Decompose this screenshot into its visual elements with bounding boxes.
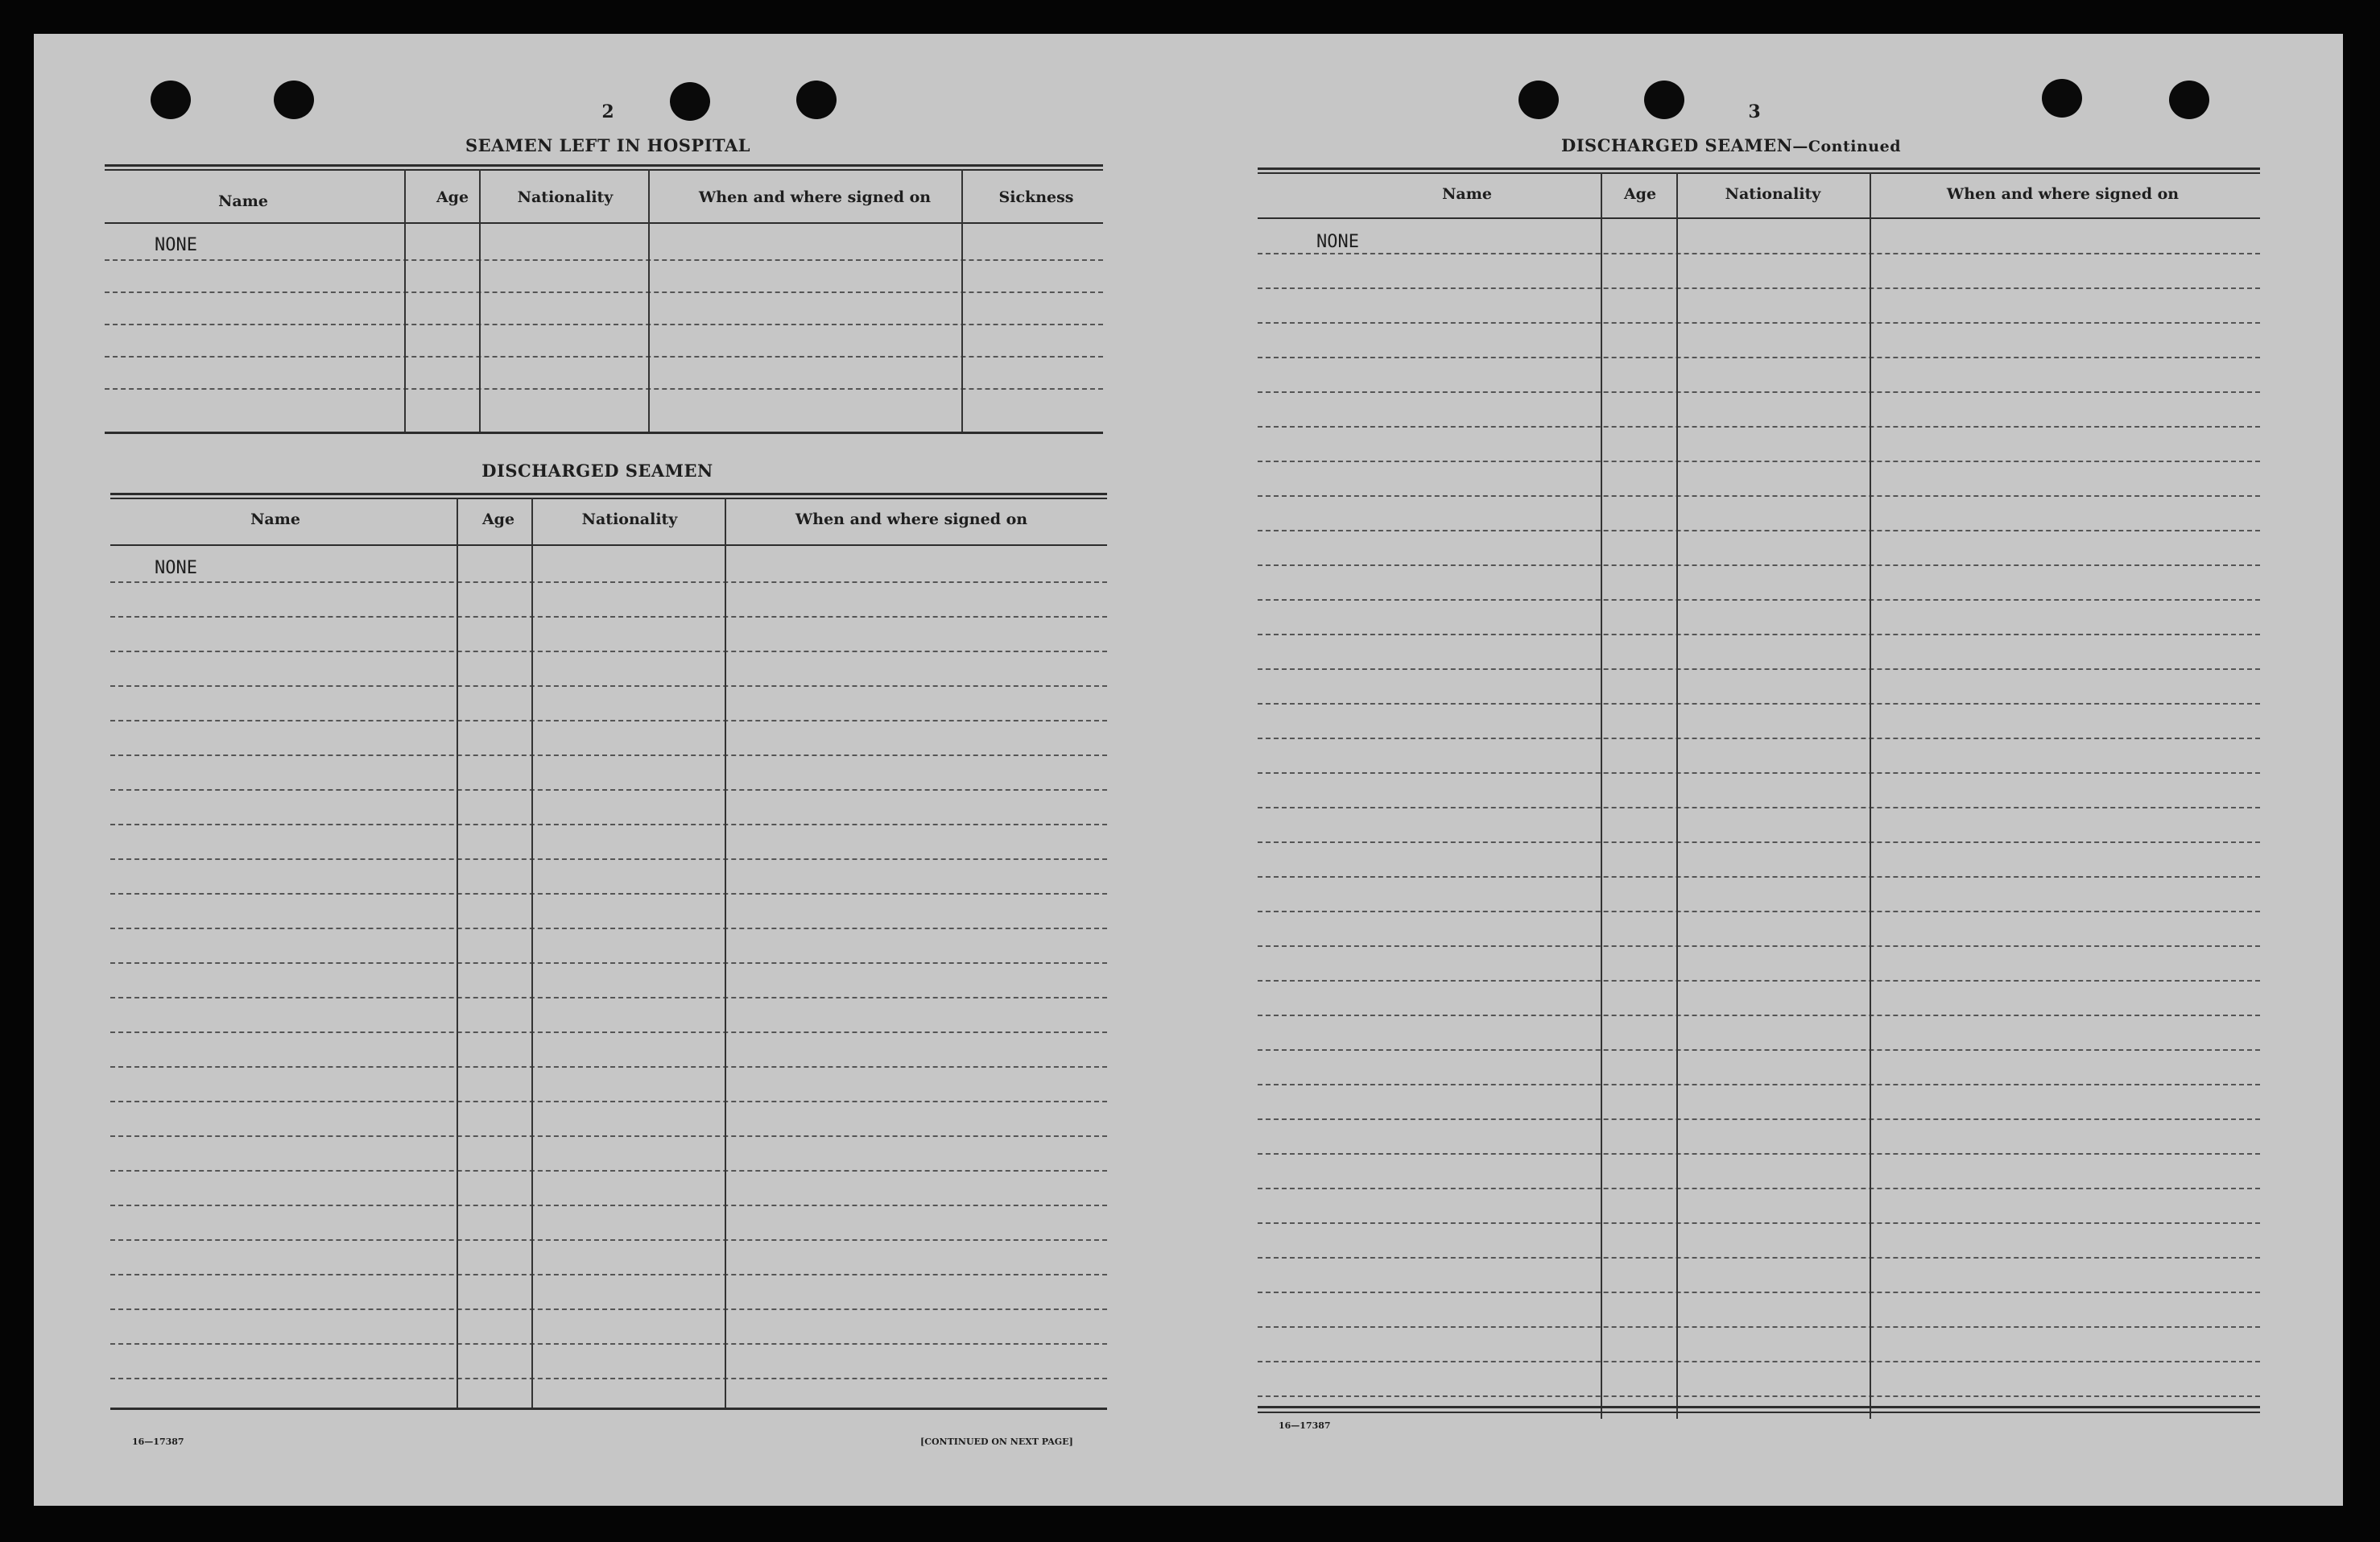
right-col-nationality: Nationality: [1725, 185, 1821, 203]
punch-hole: [274, 81, 314, 119]
ruled-row-line: [1258, 876, 2260, 878]
ruled-row-line: [110, 1239, 1107, 1241]
discharged-col-signed-on: When and where signed on: [795, 511, 1028, 528]
ruled-row-line: [1258, 1292, 2260, 1293]
discharged-section-title: DISCHARGED SEAMEN: [481, 461, 713, 481]
ruled-row-line: [1258, 772, 2260, 774]
hospital-section-title: SEAMEN LEFT IN HOSPITAL: [465, 135, 751, 155]
punch-hole: [670, 82, 710, 121]
hospital-entry-name: NONE: [155, 235, 197, 255]
discharged-col-age: Age: [481, 511, 515, 528]
left-form-number: 16—17387: [132, 1437, 184, 1447]
hospital-col-signed-on: When and where signed on: [698, 188, 932, 206]
ruled-row-line: [110, 1135, 1107, 1137]
hospital-col-age: Age: [436, 188, 469, 206]
ruled-row-line: [1258, 1118, 2260, 1120]
ruled-row-line: [110, 824, 1107, 825]
ruled-row-line: [1258, 945, 2260, 947]
ruled-row-line: [1258, 738, 2260, 739]
ruled-row-line: [110, 928, 1107, 929]
ruled-row-line: [110, 1170, 1107, 1172]
ruled-row-line: [110, 685, 1107, 687]
ruled-row-line: [1258, 911, 2260, 912]
left-page-number: 2: [601, 101, 614, 122]
ruled-row-line: [1258, 1015, 2260, 1016]
ruled-row-line: [110, 1066, 1107, 1068]
right-col-name: Name: [1442, 185, 1492, 203]
ruled-row-line: [110, 789, 1107, 791]
punch-hole: [796, 81, 837, 119]
ruled-row-line: [110, 581, 1107, 583]
ruled-row-line: [1258, 1395, 2260, 1397]
ruled-row-line: [110, 1343, 1107, 1345]
punch-hole: [2042, 79, 2082, 118]
ruled-row-line: [1258, 1361, 2260, 1362]
ruled-row-line: [1258, 599, 2260, 601]
ruled-row-line: [1258, 841, 2260, 843]
hospital-col-sickness: Sickness: [998, 188, 1074, 206]
ruled-row-line: [1258, 426, 2260, 428]
ruled-row-line: [110, 754, 1107, 756]
right-col-age: Age: [1623, 185, 1657, 203]
ruled-row-line: [1258, 322, 2260, 324]
ruled-row-line: [1258, 1153, 2260, 1155]
ruled-row-line: [1258, 461, 2260, 462]
document-sheet: [34, 34, 2343, 1506]
ruled-row-line: [110, 651, 1107, 652]
ruled-row-line: [1258, 980, 2260, 982]
continued-note: [CONTINUED ON NEXT PAGE]: [920, 1437, 1073, 1447]
ruled-row-line: [1258, 253, 2260, 254]
punch-hole: [1518, 81, 1559, 119]
right-entry-name: NONE: [1316, 232, 1359, 252]
ruled-row-line: [1258, 1049, 2260, 1051]
ruled-row-line: [1258, 703, 2260, 705]
hospital-col-nationality: Nationality: [517, 188, 614, 206]
punch-hole: [2169, 81, 2209, 119]
hospital-col-name: Name: [218, 192, 268, 210]
ruled-row-line: [1258, 668, 2260, 670]
ruled-row-line: [110, 1378, 1107, 1379]
right-section-title: DISCHARGED SEAMEN—Continued: [1561, 135, 1901, 155]
ruled-row-line: [110, 1205, 1107, 1206]
ruled-row-line: [1258, 1257, 2260, 1259]
ruled-row-line: [110, 1101, 1107, 1102]
discharged-col-nationality: Nationality: [581, 511, 678, 528]
ruled-row-line: [1258, 1326, 2260, 1328]
ruled-row-line: [110, 616, 1107, 618]
ruled-row-line: [110, 1274, 1107, 1275]
punch-hole: [1644, 81, 1684, 119]
ruled-row-line: [110, 997, 1107, 998]
ruled-row-line: [110, 1308, 1107, 1310]
ruled-row-line: [1258, 391, 2260, 393]
ruled-row-line: [1258, 1188, 2260, 1189]
ruled-row-line: [110, 720, 1107, 721]
ruled-row-line: [110, 858, 1107, 860]
right-form-number: 16—17387: [1279, 1420, 1331, 1431]
punch-hole: [151, 81, 191, 119]
ruled-row-line: [1258, 1084, 2260, 1085]
ruled-row-line: [1258, 530, 2260, 531]
ruled-row-line: [1258, 807, 2260, 808]
right-page-number: 3: [1748, 101, 1761, 122]
ruled-row-line: [1258, 357, 2260, 358]
right-col-signed-on: When and where signed on: [1946, 185, 2180, 203]
ruled-row-line: [110, 893, 1107, 895]
ruled-row-line: [110, 1031, 1107, 1033]
discharged-col-name: Name: [250, 511, 300, 528]
ruled-row-line: [1258, 634, 2260, 635]
discharged-entry-name: NONE: [155, 558, 197, 578]
ruled-row-line: [1258, 564, 2260, 566]
ruled-row-line: [110, 962, 1107, 964]
ruled-row-line: [1258, 495, 2260, 497]
ruled-row-line: [1258, 287, 2260, 289]
ruled-row-line: [1258, 1222, 2260, 1224]
